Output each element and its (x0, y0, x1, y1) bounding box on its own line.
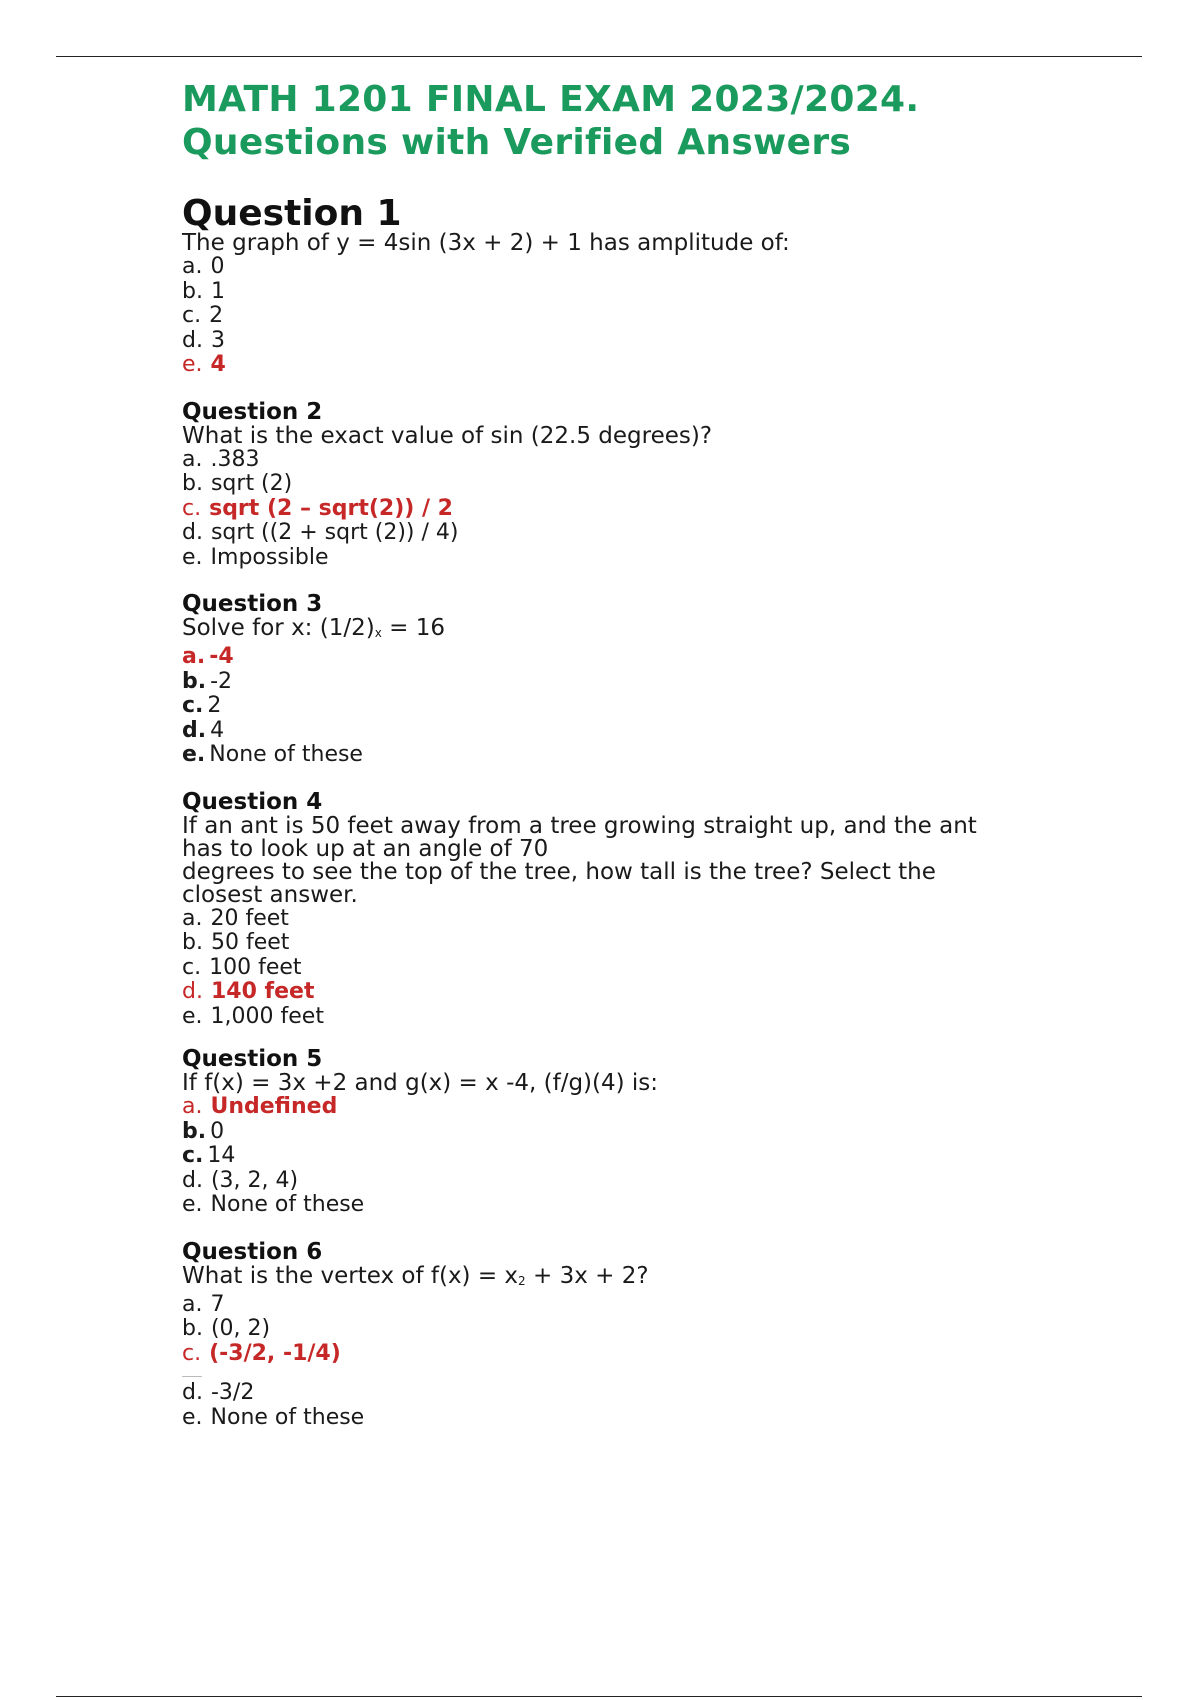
question-prompt: What is the vertex of f(x) = x2 + 3x + 2? (182, 1262, 649, 1289)
option-d: d. (3, 2, 4) (182, 1167, 299, 1193)
option-a: a. 20 feet (182, 905, 289, 931)
title-line-2: Questions with Verified Answers (182, 122, 852, 163)
option-a: a. 0 (182, 254, 225, 279)
option-d: d. 3 (182, 327, 225, 353)
question-heading: Question 6 (182, 1238, 323, 1265)
option-b: b. -2 (182, 668, 233, 694)
top-rule (56, 56, 1142, 57)
question-prompt: The graph of y = 4sin (3x + 2) + 1 has amplitude of: (182, 230, 790, 256)
question-heading: Question 1 (182, 193, 402, 234)
question-heading: Question 4 (182, 788, 323, 815)
exponent-subscript: x (374, 626, 382, 640)
question-3 (182, 592, 1082, 768)
option-d: d. 4 (182, 717, 225, 743)
question-4 (182, 790, 1082, 1030)
answer-options (182, 907, 1082, 1030)
separator (182, 1376, 202, 1377)
option-c-correct: c. sqrt (2 – sqrt(2)) / 2 (182, 495, 453, 521)
question-5 (182, 1047, 1082, 1218)
answer-options (182, 645, 1082, 768)
answer-options (182, 448, 1082, 571)
question-prompt: What is the exact value of sin (22.5 degrees)? (182, 422, 713, 449)
question-prompt: If an ant is 50 feet away from a tree growing straight up, and the ant has to look up at an angle of 70 degrees to see the top of the tree, how tall is the tree? Select the closest answer. (182, 812, 977, 908)
option-a-correct: a. Undefined (182, 1094, 338, 1119)
option-b: b. (0, 2) (182, 1316, 271, 1341)
title-line-1: MATH 1201 FINAL EXAM 2023/2024. (182, 79, 920, 120)
option-a-correct: a. -4 (182, 644, 234, 669)
exam-document (182, 78, 1082, 1430)
option-b: b. 0 (182, 1118, 225, 1144)
option-e: e. 1,000 feet (182, 1003, 324, 1029)
option-e: e. None of these (182, 1404, 365, 1430)
document-title (182, 78, 1082, 164)
option-c-correct: c. (-3/2, -1/4) (182, 1340, 341, 1366)
question-1 (182, 193, 1082, 378)
answer-options (182, 255, 1082, 378)
option-a: a. .383 (182, 446, 260, 472)
answer-options (182, 1095, 1082, 1218)
question-heading: Question 3 (182, 591, 323, 617)
question-6 (182, 1240, 1082, 1431)
option-b: b. sqrt (2) (182, 471, 293, 496)
answer-options (182, 1293, 1082, 1431)
question-2 (182, 400, 1082, 571)
option-e: e. Impossible (182, 544, 329, 570)
option-c: c. 2 (182, 693, 222, 718)
question-prompt: Solve for x: (1/2)x = 16 (182, 615, 445, 641)
option-c: c. 100 feet (182, 954, 302, 980)
option-e: e. None of these (182, 742, 363, 767)
option-d: d. -3/2 (182, 1380, 255, 1405)
option-b: b. 50 feet (182, 930, 290, 955)
bottom-rule (56, 1696, 1142, 1697)
question-prompt: If f(x) = 3x +2 and g(x) = x -4, (f/g)(4) is: (182, 1070, 659, 1096)
exponent-subscript: 2 (518, 1273, 526, 1288)
option-e-correct: e. 4 (182, 352, 226, 377)
option-a: a. 7 (182, 1291, 225, 1317)
option-c: c. 14 (182, 1143, 236, 1168)
option-b: b. 1 (182, 278, 225, 304)
question-heading: Question 5 (182, 1046, 323, 1072)
option-e: e. None of these (182, 1192, 365, 1217)
option-c: c. 2 (182, 303, 224, 328)
option-d-correct: d. 140 feet (182, 979, 315, 1004)
question-heading: Question 2 (182, 398, 323, 425)
option-d: d. sqrt ((2 + sqrt (2)) / 4) (182, 520, 459, 545)
